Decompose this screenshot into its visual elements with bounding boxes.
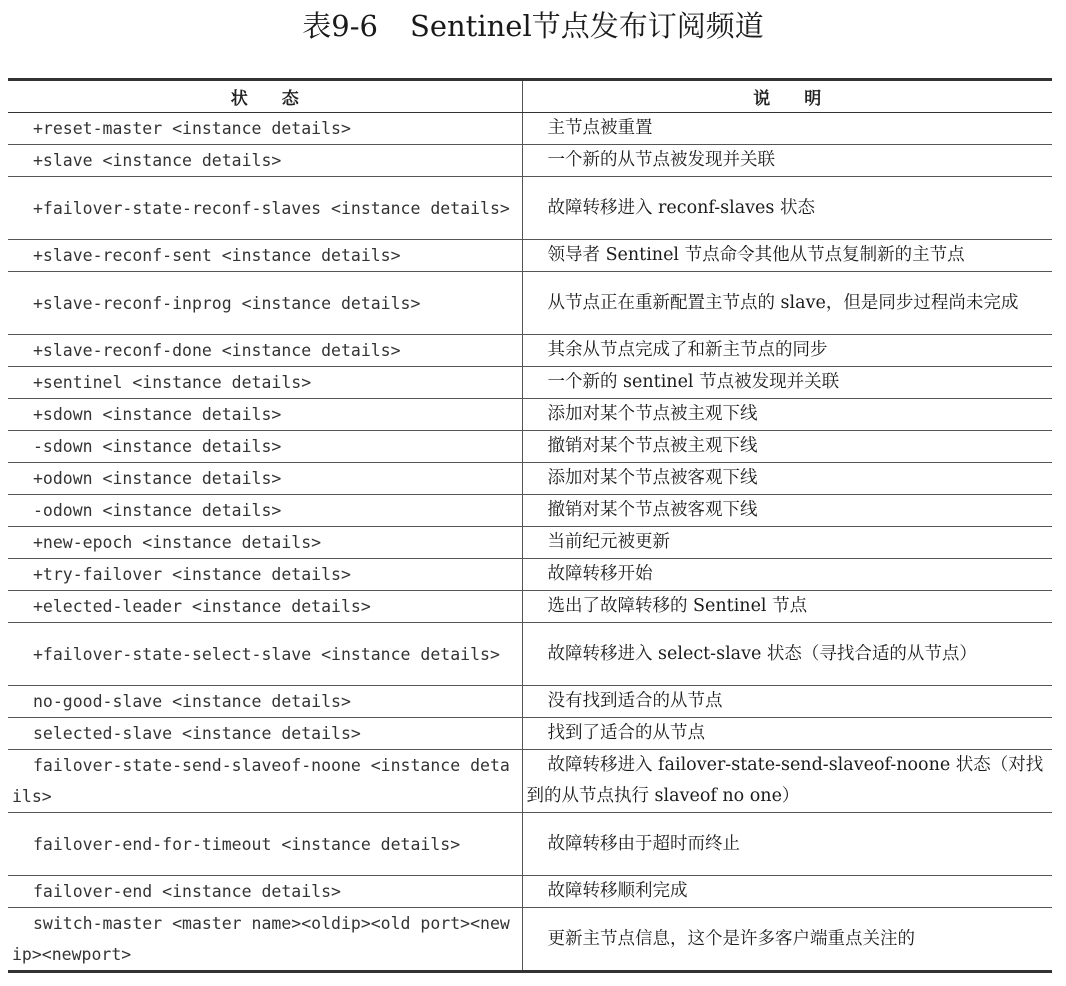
description-cell: 找到了适合的从节点 bbox=[522, 718, 1052, 750]
description-cell: 故障转移由于超时而终止 bbox=[522, 813, 1052, 876]
state-cell: failover-end <instance details> bbox=[8, 876, 522, 908]
table-row bbox=[8, 463, 1052, 495]
description-cell: 选出了故障转移的 Sentinel 节点 bbox=[522, 591, 1052, 623]
table-row bbox=[8, 750, 1052, 813]
table-row bbox=[8, 399, 1052, 431]
description-cell: 添加对某个节点被客观下线 bbox=[522, 463, 1052, 495]
state-cell: failover-end-for-timeout <instance details> bbox=[8, 813, 522, 876]
description-cell: 故障转移开始 bbox=[522, 559, 1052, 591]
table-row bbox=[8, 623, 1052, 686]
table-row bbox=[8, 591, 1052, 623]
description-cell: 故障转移进入 failover-state-send-slaveof-noone 状态（对找到的从节点执行 slaveof no one） bbox=[522, 750, 1052, 813]
table-row bbox=[8, 686, 1052, 718]
header-description: 说 明 bbox=[522, 80, 1052, 113]
table-row bbox=[8, 431, 1052, 463]
description-cell: 其余从节点完成了和新主节点的同步 bbox=[522, 335, 1052, 367]
description-cell: 一个新的 sentinel 节点被发现并关联 bbox=[522, 367, 1052, 399]
state-cell: +new-epoch <instance details> bbox=[8, 527, 522, 559]
table-row bbox=[8, 335, 1052, 367]
table-row bbox=[8, 908, 1052, 972]
table-header-row bbox=[8, 80, 1052, 113]
description-cell: 从节点正在重新配置主节点的 slave，但是同步过程尚未完成 bbox=[522, 272, 1052, 335]
description-cell: 添加对某个节点被主观下线 bbox=[522, 399, 1052, 431]
table-title: Sentinel节点发布订阅频道 bbox=[409, 9, 764, 43]
state-cell: +odown <instance details> bbox=[8, 463, 522, 495]
table-row bbox=[8, 272, 1052, 335]
state-cell: failover-state-send-slaveof-noone <instance details> bbox=[8, 750, 522, 813]
table-caption bbox=[0, 6, 1066, 46]
table-row bbox=[8, 367, 1052, 399]
table-row bbox=[8, 718, 1052, 750]
description-cell: 当前纪元被更新 bbox=[522, 527, 1052, 559]
state-cell: +failover-state-reconf-slaves <instance details> bbox=[8, 177, 522, 240]
state-cell: +failover-state-select-slave <instance details> bbox=[8, 623, 522, 686]
description-cell: 领导者 Sentinel 节点命令其他从节点复制新的主节点 bbox=[522, 240, 1052, 272]
state-cell: no-good-slave <instance details> bbox=[8, 686, 522, 718]
description-cell: 故障转移进入 reconf-slaves 状态 bbox=[522, 177, 1052, 240]
table-row bbox=[8, 527, 1052, 559]
state-cell: +sentinel <instance details> bbox=[8, 367, 522, 399]
state-cell: +try-failover <instance details> bbox=[8, 559, 522, 591]
state-cell: +slave-reconf-inprog <instance details> bbox=[8, 272, 522, 335]
state-cell: +elected-leader <instance details> bbox=[8, 591, 522, 623]
description-cell: 更新主节点信息，这个是许多客户端重点关注的 bbox=[547, 928, 915, 949]
state-cell: selected-slave <instance details> bbox=[8, 718, 522, 750]
state-cell: +reset-master <instance details> bbox=[8, 113, 522, 145]
state-cell: +slave <instance details> bbox=[8, 145, 522, 177]
state-cell: -sdown <instance details> bbox=[8, 431, 522, 463]
state-cell: switch-master <master name><oldip><old port><newip><newport> bbox=[8, 908, 522, 972]
table-row bbox=[8, 495, 1052, 527]
sentinel-channel-table bbox=[8, 78, 1052, 973]
table-row bbox=[8, 559, 1052, 591]
table-number: 表9-6 bbox=[302, 9, 378, 43]
state-cell: -odown <instance details> bbox=[8, 495, 522, 527]
description-cell: 故障转移顺利完成 bbox=[522, 876, 1052, 908]
state-cell: +slave-reconf-sent <instance details> bbox=[8, 240, 522, 272]
description-cell: 故障转移进入 select-slave 状态（寻找合适的从节点） bbox=[522, 623, 1052, 686]
description-cell: 一个新的从节点被发现并关联 bbox=[522, 145, 1052, 177]
description-cell: 撤销对某个节点被客观下线 bbox=[522, 495, 1052, 527]
header-state: 状 态 bbox=[8, 80, 522, 113]
table-row bbox=[8, 876, 1052, 908]
description-cell: 没有找到适合的从节点 bbox=[522, 686, 1052, 718]
description-cell: 主节点被重置 bbox=[522, 113, 1052, 145]
table-row bbox=[8, 177, 1052, 240]
state-cell: +slave-reconf-done <instance details> bbox=[8, 335, 522, 367]
table-row bbox=[8, 240, 1052, 272]
state-cell: +sdown <instance details> bbox=[8, 399, 522, 431]
table-row bbox=[8, 813, 1052, 876]
table-row bbox=[8, 113, 1052, 145]
description-cell: 撤销对某个节点被主观下线 bbox=[522, 431, 1052, 463]
table-row bbox=[8, 145, 1052, 177]
